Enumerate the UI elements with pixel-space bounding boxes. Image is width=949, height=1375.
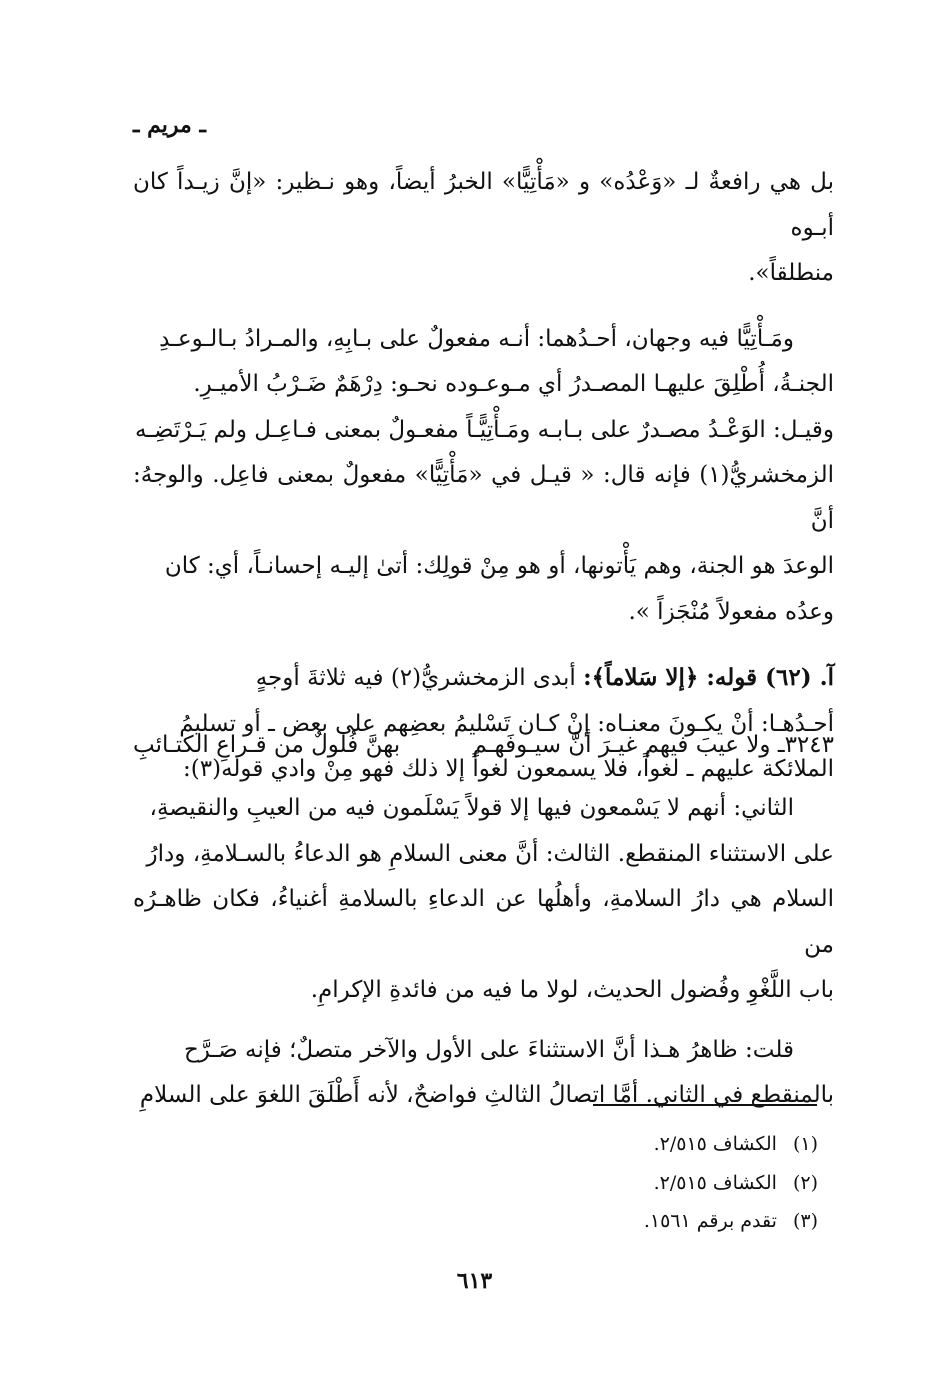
footnote	[380, 1125, 818, 1164]
verse-first-hemistich: ٣٢٤٣ـ ولا عيبَ فيهم غيـرَ أنَّ سيـوفَهـم	[472, 732, 834, 758]
verse-second-hemistich: بهنَّ فُلولٌ من قـراعِ الكتـائبِ	[133, 732, 401, 758]
poetry-verse	[133, 723, 834, 768]
line: وعدُه مفعولاً مُنْجَزاً ».	[628, 598, 834, 625]
line: قلت: ظاهرُ هـذا أنَّ الاستثناءَ على الأول والآخر متصلٌ؛ فإنه صَـرَّح	[183, 1036, 794, 1063]
line: أحـدُهـا: أنْ يكـونَ معنـاه: إنْ كـان تَسْليمُ بعضِهم على بعض ـ أو تسليمُ	[179, 710, 834, 737]
line: وقيـل: الوَعْـدُ مصـدرٌ على بـابـه ومَـأْتِيًّـاً مفعـولٌ بمعنى فـاعِـل ولم يَـرْتَضِـه	[134, 416, 834, 443]
page-number: ٦١٣	[456, 1268, 493, 1294]
footnote-text: الكشاف ٢/٥١٥.	[653, 1171, 777, 1194]
paragraph-4	[133, 786, 834, 1014]
main-text-continued	[133, 786, 834, 1119]
line: الجنـةُ، أُطْلِقَ عليهـا المصـدرُ أي مـوعـوده نحـو: دِرْهَمٌ ضَـرْبُ الأميـرِ.	[193, 371, 834, 397]
line: أبدى الزمخشريُّ(٢) فيه ثلاثةَ أوجهٍ	[255, 665, 584, 691]
footnote-text: الكشاف ٢/٥١٥.	[653, 1133, 777, 1155]
footnote-number: (٣)	[792, 1210, 818, 1232]
line: السلام هي دارُ السلامةِ، وأهلُها عن الدعاءِ بالسلامةِ أغنياءُ، فكان ظاهـرُه من	[133, 886, 834, 958]
footnote-text: تقدم برقم ١٥٦١.	[643, 1210, 777, 1232]
running-title: ـ مريم ـ	[133, 112, 206, 138]
footnote	[380, 1164, 818, 1203]
line: الزمخشريُّ(١) فإنه قال: « قيـل في «مَأْتِيًّا» مفعولٌ بمعنى فاعِل. والوجهُ: أنَّ	[133, 462, 834, 534]
footnote-separator	[593, 1104, 817, 1106]
line: بل هي رافعةٌ لـ «وَعْدُه» و «مَأْتِيًّا» الخبرُ أيضاً، وهو نـظير: «إنَّ زيـداً كان أبـوه	[133, 169, 834, 241]
line: باب اللَّغْوِ وفُضول الحديث، لولا ما فيه من فائدةِ الإكرامِ.	[310, 977, 834, 1003]
main-text	[133, 160, 834, 793]
footnotes	[380, 1125, 818, 1241]
line: منطلقاً».	[748, 260, 834, 286]
footnote	[380, 1202, 818, 1241]
verse-reference: آ. (٦٢) قوله: ﴿إلا سَلاماً﴾:	[583, 664, 834, 691]
line: الوعدَ هو الجنة، وهم يَأْتونها، أو هو مِنْ قولِك: أتىٰ إليـه إحسانـاً، أي: كان	[164, 553, 834, 579]
footnote-number: (١)	[792, 1133, 818, 1155]
paragraph-1	[133, 160, 834, 297]
footnote-number: (٢)	[792, 1171, 818, 1194]
line: بالمنقطع في الثاني. أمَّا اتصالُ الثالثِ فواضحٌ، لأنه أَطْلَقَ اللغوَ على السلامِ	[139, 1082, 834, 1108]
line: على الاستثناء المنقطع. الثالث: أنَّ معنى السلامِ هو الدعاءُ بالسـلامةِ، ودارُ	[146, 840, 834, 867]
line: الثاني: أنهم لا يَسْمعون فيها إلا قولاً يَسْلَمون فيه من العيبِ والنقيصةِ،	[149, 795, 794, 821]
line: ومَـأْتِيًّا فيه وجهان، أحـدُهما: أنـه مفعولٌ على بـابِهِ، والمـرادُ بـالـوعـدِ	[159, 325, 794, 352]
line: الملائكة عليهم ـ لغواً، فلا يسمعون لغواً إلا ذلك فهو مِنْ وادي قوله(٣):	[183, 756, 834, 782]
paragraph-2	[133, 317, 834, 636]
